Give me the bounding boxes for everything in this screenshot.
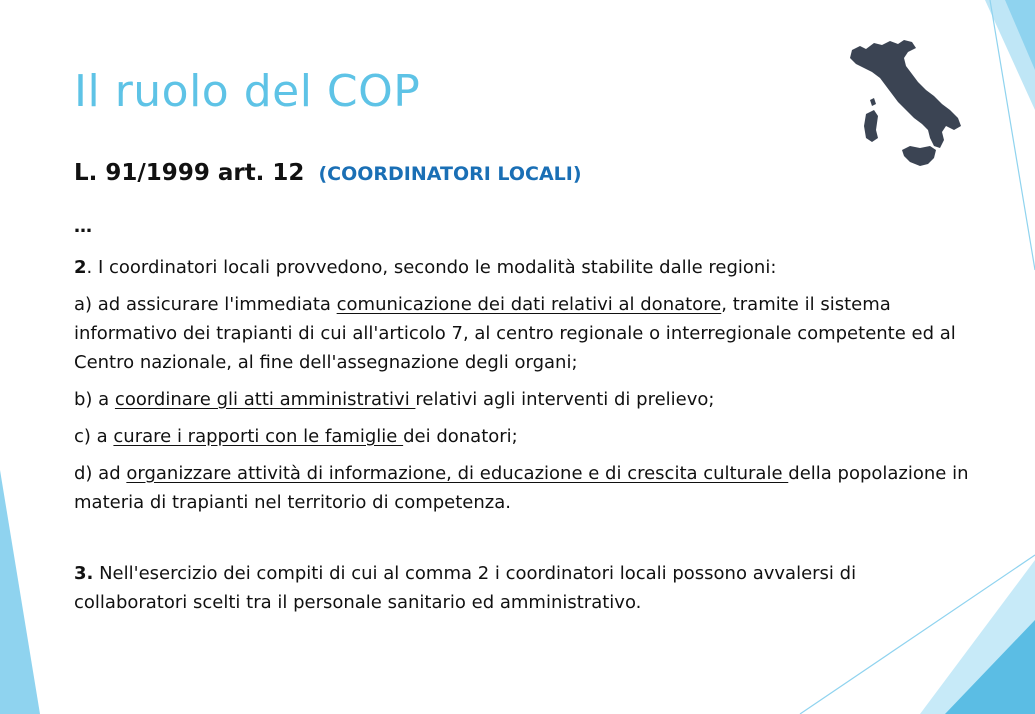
item-d-pre: d) ad [74,463,127,484]
law-subtitle: (COORDINATORI LOCALI) [318,163,582,185]
item-a-pre: a) ad assicurare l'immediata [74,294,337,315]
article-body [74,212,974,625]
item-b-post: relativi agli interventi di prelievo; [415,389,715,410]
item-c-pre: c) a [74,426,114,447]
italy-map-icon [846,38,962,170]
item-a-post: , tramite il sistema informativo dei trapianti di cui all'articolo 7, al centro regionale o interregionale competente ed al Centro nazionale, al fine dell'assegnazione degli organi; [74,294,956,373]
item-a [74,290,974,377]
item-d-post: della popolazione in materia di trapianti nel territorio di competenza. [74,463,969,513]
item-b [74,385,974,414]
paragraph-3 [74,559,974,617]
paragraph-2-intro [74,253,974,282]
item-c-post: dei donatori; [403,426,518,447]
paragraph-2-text: . I coordinatori locali provvedono, secondo le modalità stabilite dalle regioni: [86,257,777,278]
ellipsis [74,212,974,241]
law-heading [74,160,582,186]
item-d-underlined: organizzare attività di informazione, di educazione e di crescita culturale [126,463,789,484]
item-c-underlined: curare i rapporti con le famiglie [113,426,404,447]
paragraph-3-number: 3. [74,563,94,584]
ellipsis-mark: … [74,216,92,237]
item-b-underlined: coordinare gli atti amministrativi [114,389,416,410]
item-b-pre: b) a [74,389,115,410]
left-edge-sliver [0,470,40,714]
item-c [74,422,974,451]
paragraph-3-text: Nell'esercizio dei compiti di cui al comma 2 i coordinatori locali possono avvalersi di collaboratori scelti tra il personale sanitario ed amministrativo. [74,563,857,613]
paragraph-2-number: 2 [74,257,87,278]
law-reference: L. 91/1999 art. 12 [74,160,305,186]
item-d [74,459,974,517]
item-a-underlined: comunicazione dei dati relativi al donatore [336,294,722,315]
page-title: Il ruolo del COP [74,66,421,117]
